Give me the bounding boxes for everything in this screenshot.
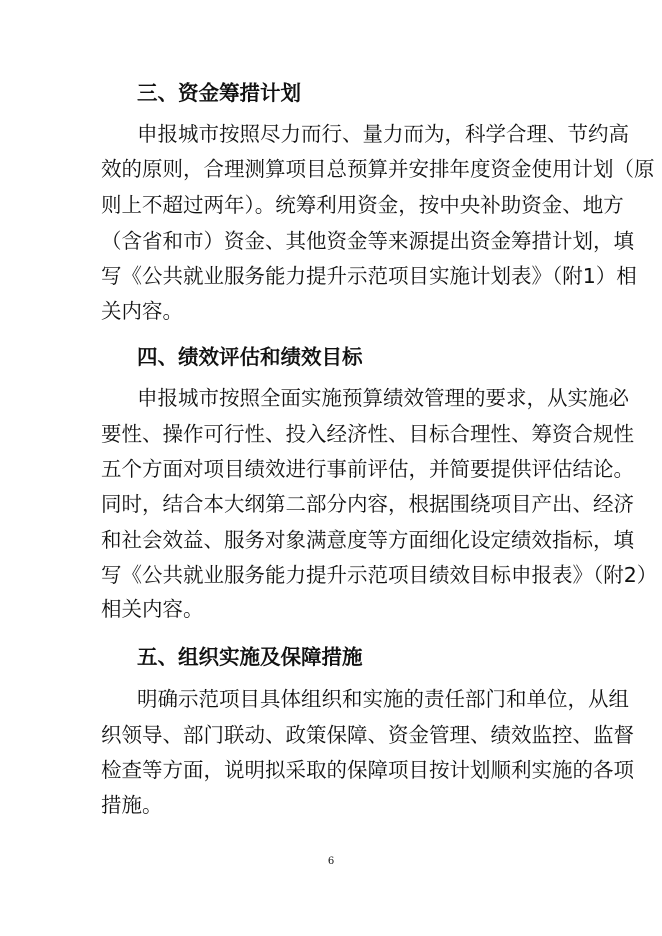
paragraph-line: 同时，结合本大纲第二部分内容，根据围绕项目产出、经济 <box>101 492 634 516</box>
paragraph-line: 明确示范项目具体组织和实施的责任部门和单位，从组 <box>137 687 629 711</box>
paragraph-line: 申报城市按照尽力而行、量力而为，科学合理、节约高 <box>137 122 629 146</box>
paragraph-line: 相关内容。 <box>101 597 204 621</box>
paragraph-line: 织领导、部门联动、政策保障、资金管理、绩效监控、监督 <box>101 723 634 747</box>
paragraph-line: 申报城市按照全面实施预算绩效管理的要求，从实施必 <box>137 386 629 410</box>
paragraph-line: 和社会效益、服务对象满意度等方面细化设定绩效指标，填 <box>101 528 634 552</box>
paragraph-line: 五个方面对项目绩效进行事前评估，并简要提供评估结论。 <box>101 457 634 481</box>
paragraph-line: 则上不超过两年）。统筹利用资金，按中央补助资金、地方 <box>101 193 624 217</box>
paragraph-line: （含省和市）资金、其他资金等来源提出资金筹措计划，填 <box>101 229 634 253</box>
paragraph-line: 检查等方面，说明拟采取的保障项目按计划顺利实施的各项 <box>101 758 634 782</box>
paragraph-line: 要性、操作可行性、投入经济性、目标合理性、筹资合规性 <box>101 422 634 446</box>
section-heading: 三、资金筹措计划 <box>137 81 301 105</box>
section-heading: 四、绩效评估和绩效目标 <box>137 345 363 369</box>
paragraph-line: 措施。 <box>101 793 163 817</box>
paragraph-line: 写《公共就业服务能力提升示范项目绩效目标申报表》（附2） <box>101 563 658 587</box>
paragraph-line: 写《公共就业服务能力提升示范项目实施计划表》（附1）相 <box>101 264 637 288</box>
section-heading: 五、组织实施及保障措施 <box>137 645 363 669</box>
paragraph-line: 关内容。 <box>101 299 183 323</box>
paragraph-line: 效的原则，合理测算项目总预算并安排年度资金使用计划（原 <box>101 157 655 181</box>
page-number: 6 <box>327 856 335 867</box>
